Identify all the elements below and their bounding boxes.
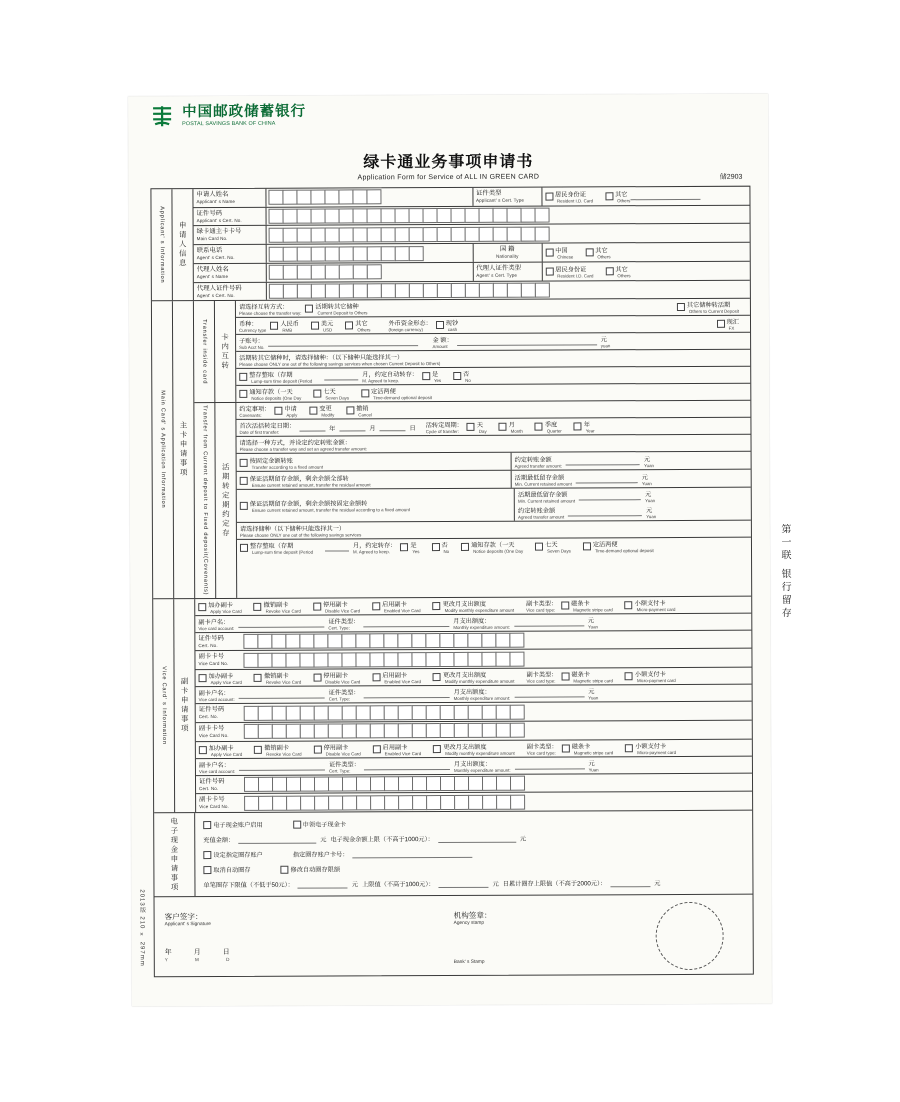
checkbox-box-icon[interactable] xyxy=(239,390,247,398)
vice-card-block-3 xyxy=(196,739,752,812)
ecash-row-2: 充值金额： 元 电子现金余额上限（不高于1000元）： 元 xyxy=(203,835,527,845)
checkbox-revoke-vice-card-2[interactable]: 撤销副卡 Revoke Vice Card xyxy=(254,671,301,685)
currency-row: 币种： Currency type 人民币 RMB 美元 USD 其它 Others 外币资金形态： (foreign currency) 现钞 cash 现汇 FX xyxy=(236,316,750,335)
checkbox-transfer-residual-fixed[interactable]: 保证活期留存金额，剩余余额按固定金额转 Ensure current retained amount, transfer the residual according to a fixed amount xyxy=(240,499,410,514)
checkbox-auto-keep-no[interactable]: 否 No xyxy=(453,369,471,383)
vice-card-holder-input-2[interactable] xyxy=(239,691,325,699)
vice-card-side-en: Vice Card' s Information xyxy=(153,599,175,812)
checkbox-box-icon[interactable] xyxy=(240,459,248,467)
scanned-form-paper xyxy=(128,94,791,1007)
vice-monthly-limit-input-2[interactable] xyxy=(514,690,584,698)
checkbox-box-icon[interactable] xyxy=(274,407,282,415)
checkbox-currency-usd[interactable]: 美元 USD xyxy=(311,319,333,333)
checkbox-lump-sum-deposit[interactable]: 整存整取（存期 Lump-sum time deposit (Period xyxy=(239,370,312,384)
recharge-amount-input[interactable] xyxy=(238,835,316,843)
form-spec-note: 2013版 210 × 297mm xyxy=(138,888,145,967)
section-applicant xyxy=(151,187,749,302)
applicant-cert-type-label xyxy=(473,188,542,206)
form-title-block xyxy=(128,148,768,183)
checkbox-box-icon[interactable] xyxy=(585,248,593,256)
sub-account-row: 子账号： Sub Acct No. 金 额： Amount 元 yuan xyxy=(236,333,750,352)
checkbox-box-icon[interactable] xyxy=(561,673,569,681)
vice-card-no-row-1: 副卡卡号 Vice Card No. xyxy=(195,649,751,669)
applicant-side-cn: 申请人信息 xyxy=(178,221,188,269)
checkbox-cancel-auto-load[interactable]: 取消自动圈存 xyxy=(203,865,250,874)
agency-stamp-label-en: Agency stamp xyxy=(453,920,485,927)
checkbox-notice-deposit-seven-days-2[interactable]: 七天 Seven Days xyxy=(535,540,571,554)
checkbox-box-icon[interactable] xyxy=(314,745,322,753)
checkbox-box-icon[interactable] xyxy=(717,320,725,328)
agency-stamp-label-cn: 机构签章： xyxy=(453,910,492,921)
applicant-cert-type-label-en: Applicant' s Cert. Type xyxy=(475,197,525,203)
checkbox-fx[interactable]: 现汇 FX xyxy=(717,317,739,331)
checkbox-modify-monthly-3[interactable]: 更改月支出额度 Modify monthly expenditure amount xyxy=(433,741,515,755)
checkbox-box-icon[interactable] xyxy=(574,423,582,431)
checkbox-box-icon[interactable] xyxy=(305,305,313,313)
main-card-side-en: Main Card' s Application Information xyxy=(152,302,174,598)
checkbox-box-icon[interactable] xyxy=(436,321,444,329)
agent-cert-type-label: 代理人证件类型 Agent' s Cert. Type xyxy=(473,263,542,281)
checkbox-box-icon[interactable] xyxy=(535,543,543,551)
checkbox-disable-vice-card-3[interactable]: 停用副卡 Disable Vice Card xyxy=(314,742,361,756)
checkbox-box-icon[interactable] xyxy=(254,745,262,753)
checkbox-box-icon[interactable] xyxy=(240,502,248,510)
contact-phone-row xyxy=(194,243,750,264)
checkbox-box-icon[interactable] xyxy=(400,544,408,552)
section-applicant-sidelabel-cn xyxy=(172,189,193,300)
applicant-cert-no-label: 证件号码 Applicant' s Cert. No. xyxy=(194,208,267,226)
vice-card-no-row-2: 副卡卡号 Vice Card No. xyxy=(196,721,752,741)
checkbox-box-icon[interactable] xyxy=(373,745,381,753)
checkbox-covenant-modify[interactable]: 变更 Modify xyxy=(309,404,334,418)
checkbox-box-icon[interactable] xyxy=(433,745,441,753)
checkbox-magnetic-stripe-3[interactable]: 磁条卡 Magnetic stripe card xyxy=(562,741,614,755)
applicant-cert-type-options xyxy=(542,187,750,206)
checkbox-modify-monthly-2[interactable]: 更改月支出额度 Modify monthly expenditure amount xyxy=(433,670,515,684)
checkbox-apply-vice-card-3[interactable]: 加办副卡 Apply Vice Card xyxy=(199,743,242,757)
transfer-month-input[interactable] xyxy=(339,424,365,432)
transfer-inside-side-en: Transfer inside card xyxy=(194,301,215,402)
checkbox-currency-rmb[interactable]: 人民币 RMB xyxy=(270,319,299,333)
vice-card-no-row-3: 副卡卡号 Vice Card No. xyxy=(196,792,752,812)
vice-actions-row-3: 加办副卡 Apply Vice Card 撤销副卡 Revoke Vice Card 停用副卡 Disable Vice Card 启用副卡 Enabled Vice Card 更改月支出额度 Modify monthly expenditure amount 副卡类型： Vice card type: 磁条卡 Magnetic stripe card 小额支付卡 Micro-payment card xyxy=(196,739,752,758)
lump-sum-row: 整存整取（存期 Lump-sum time deposit (Period 月，约定自动转存： M. Agreed to keep. 是 Yes 否 No xyxy=(236,367,750,386)
checkbox-box-icon[interactable] xyxy=(239,373,247,381)
checkbox-box-icon[interactable] xyxy=(203,851,211,859)
checkbox-ecash-card-apply[interactable]: 申领电子现金卡 xyxy=(293,820,346,829)
section-applicant-sidelabel xyxy=(151,189,172,300)
vice-cert-no-row-1: 证件号码 Cert. No. xyxy=(195,630,751,651)
vice-cert-type-input-1[interactable] xyxy=(363,619,449,627)
checkbox-auto-keep-yes[interactable]: 是 Yes xyxy=(422,369,441,383)
checkbox-box-icon[interactable] xyxy=(345,322,353,330)
vice-card-no-input-2[interactable] xyxy=(242,721,752,741)
checkbox-disable-vice-card-2[interactable]: 停用副卡 Disable Vice Card xyxy=(313,671,360,685)
transfer-way-row: 请选择互转方式： Please choose the transfer way: 活期转其它储种 Current Deposit to Others 其它储种转活期 Others to Current Deposit xyxy=(236,299,750,318)
checkbox-micro-payment-2[interactable]: 小额支付卡 Micro-payment card xyxy=(625,669,676,683)
ecash-balance-limit-input[interactable] xyxy=(438,834,516,842)
agent-name-label: 代理人姓名 Agent' s Name xyxy=(194,264,267,282)
applicant-name-label xyxy=(193,189,266,207)
vice-card-holder-row-1: 副卡户名： Vice card account: 证件类型： Cert. Type: 月支出额度： Monthly expenditure amount: 元 Yuan xyxy=(195,613,751,632)
main-card-no-input[interactable] xyxy=(267,224,750,244)
ecash-row-5: 单笔圈存下限值（不低于50元）： 元 上限值（不高于1000元）： 元 日累计圈存上限值（不高于2000元）： 元 xyxy=(203,880,661,890)
transfer-year-input[interactable] xyxy=(299,424,325,432)
applicant-signature-label-cn: 客户签字： xyxy=(164,912,203,922)
transfer-mode-option-3: 保证活期留存金额，剩余余额按固定金额转 Ensure current retained amount, transfer the residual according to a fixed amount 活期最低留存金额 Min. Current retained amount 元 Yuan 约定转账金额 Agreed transfer amount 元 Yuan xyxy=(237,488,751,523)
agent-cert-no-input[interactable] xyxy=(267,280,750,300)
checkbox-box-icon[interactable] xyxy=(453,372,461,380)
vice-card-block-1 xyxy=(195,596,751,670)
ecash-side-cn: 电子现金申请事项 xyxy=(154,813,195,896)
transfer-inside-card-block xyxy=(194,299,750,403)
notice-deposit-row xyxy=(236,384,750,402)
transfer-inside-side-cn: 卡内互转 xyxy=(215,301,236,402)
checkbox-box-icon[interactable] xyxy=(309,407,317,415)
checkbox-enable-vice-card-1[interactable]: 启用副卡 Enabled Vice Card xyxy=(372,599,421,613)
form-title-cn: 绿卡通业务事项申请书 xyxy=(363,153,534,172)
checkbox-box-icon[interactable] xyxy=(605,267,613,275)
nationality-label: 国 籍 Nationality xyxy=(473,244,542,262)
checkbox-cycle-year[interactable]: 年 Year xyxy=(574,420,595,434)
checkbox-box-icon[interactable] xyxy=(625,601,633,609)
checkbox-box-icon[interactable] xyxy=(361,390,369,398)
checkbox-box-icon[interactable] xyxy=(467,423,475,431)
agreed-transfer-amount-input-2[interactable] xyxy=(568,509,642,517)
checkbox-ecash-account-enable[interactable]: 电子现金账户启用 xyxy=(203,820,263,829)
applicant-signature-field[interactable] xyxy=(165,910,454,966)
transfer-day-input[interactable] xyxy=(380,424,406,432)
vice-card-no-input-3[interactable] xyxy=(242,792,752,812)
vice-monthly-limit-input-1[interactable] xyxy=(514,618,584,626)
vice-card-no-input-1[interactable] xyxy=(241,649,751,669)
checkbox-box-icon[interactable] xyxy=(583,543,591,551)
main-card-no-row xyxy=(194,224,750,245)
checkbox-box-icon[interactable] xyxy=(198,603,206,611)
stamp-placeholder-circle xyxy=(656,902,724,970)
checkbox-box-icon[interactable] xyxy=(254,674,262,682)
checkbox-notice-deposit-one-day-2[interactable]: 通知存款（一天 Notice deposits (One Day xyxy=(461,540,523,554)
checkbox-covenant-apply[interactable]: 申请 Apply xyxy=(274,404,297,418)
fixed-transfer-block xyxy=(194,401,751,598)
main-card-body xyxy=(194,299,751,598)
agent-cert-no-label: 代理人证件号码 Agent' s Cert. No. xyxy=(194,282,267,300)
checkbox-micro-payment-3[interactable]: 小额支付卡 Micro-payment card xyxy=(625,741,676,755)
vice-cert-no-row-3: 证件号码 Cert. No. xyxy=(196,773,752,794)
checkbox-box-icon[interactable] xyxy=(625,744,633,752)
checkbox-box-icon[interactable] xyxy=(545,192,553,200)
form-code: 储2903 xyxy=(719,173,743,181)
checkbox-box-icon[interactable] xyxy=(311,322,319,330)
checkbox-lump-sum-deposit-2[interactable]: 整存整取（存期 Lump-sum time deposit (Period xyxy=(240,541,313,555)
vice-cert-type-input-2[interactable] xyxy=(364,690,450,698)
checkbox-current-to-others[interactable]: 活期转其它储种 Current Deposit to Others xyxy=(305,302,367,316)
checkbox-others-agent[interactable]: 其它 Others xyxy=(605,264,630,278)
ecash-body xyxy=(195,811,752,896)
applicant-rows xyxy=(193,187,749,301)
vice-cert-no-row-2: 证件号码 Cert. No. xyxy=(196,702,752,723)
vice-cert-no-input-3[interactable] xyxy=(242,773,752,793)
checkbox-magnetic-stripe-2[interactable]: 磁条卡 Magnetic stripe card xyxy=(561,669,613,683)
checkbox-cycle-day[interactable]: 天 Day xyxy=(467,420,487,434)
section-vice-card xyxy=(153,596,752,813)
applicant-name-label-cn: 申请人姓名 xyxy=(196,190,229,199)
ecash-row-3: 设定指定圈存账户 指定圈存账户卡号： xyxy=(201,845,746,862)
checkbox-notice-deposit-seven-days[interactable]: 七天 Seven Days xyxy=(313,387,349,401)
single-load-lower-limit-input[interactable] xyxy=(298,880,348,888)
checkbox-box-icon[interactable] xyxy=(422,372,430,380)
checkbox-time-demand-optional[interactable]: 定活两便 Time-demand optional deposit xyxy=(361,386,432,400)
checkbox-box-icon[interactable] xyxy=(313,602,321,610)
applicant-cert-type-label-cn: 证件类型 xyxy=(475,189,502,197)
checkbox-cycle-quarter[interactable]: 季度 Quarter xyxy=(535,420,562,434)
applicant-signature-label-en: Applicant' s Signature xyxy=(164,922,211,928)
checkbox-cash[interactable]: 现钞 cash xyxy=(436,318,458,332)
transfer-mode-option-1: 按固定金额转账 Transfer according to a fixed amount 约定转账金额 Agreed transfer amount: 元 Yuan xyxy=(237,452,751,472)
checkbox-box-icon[interactable] xyxy=(499,423,507,431)
savings-choice-prompt: 请选择储种（以下储种只能选择其一） Please choose ONLY one out of the following savings services xyxy=(237,521,751,540)
form-grid xyxy=(150,186,753,978)
checkbox-box-icon[interactable] xyxy=(545,249,553,257)
first-transfer-date-row: 首次活括转定日期： Date of first transfer: 年 月 日 活转定周期： Cycle of transfer: 天 Day 月 Month 季度 Quarter 年 Year xyxy=(236,418,750,437)
vice-cert-no-input-1[interactable] xyxy=(241,630,751,650)
checkbox-nationality-chinese[interactable]: 中国 Chinese xyxy=(545,246,573,260)
agent-cert-no-row xyxy=(194,280,750,300)
form-title-en: Application Form for Service of ALL IN GREEN CARD xyxy=(357,173,540,182)
signature-date-cn: 年 月 日 xyxy=(164,949,240,957)
checkbox-box-icon[interactable] xyxy=(677,303,685,311)
transfer-mode-prompt: 请选择一种方式，并设定约定转账金额： Please choose a transfer way and set an agreed transfer amount: xyxy=(237,435,751,454)
agent-name-row xyxy=(194,262,750,283)
checkbox-set-designated-account[interactable]: 设定指定圈存账户 xyxy=(203,850,263,859)
checkbox-resident-id-applicant[interactable]: 居民身份证 Resident I.D. Card xyxy=(545,189,593,203)
amount-input[interactable] xyxy=(457,338,597,347)
vice-card-holder-input-3[interactable] xyxy=(239,762,325,770)
checkbox-nationality-others[interactable]: 其它 Others xyxy=(585,245,610,259)
checkbox-box-icon[interactable] xyxy=(372,673,380,681)
period-input[interactable] xyxy=(324,373,358,381)
checkbox-keep-yes-2[interactable]: 是 Yes xyxy=(400,541,419,555)
single-load-upper-limit-input[interactable] xyxy=(439,879,489,887)
main-card-side-cn: 主卡申请事项 xyxy=(173,302,195,598)
signature-date-en: Y M D xyxy=(164,957,243,963)
applicant-side-en: Applicant' s Information xyxy=(158,206,166,284)
checkbox-covenant-cancel[interactable]: 撤销 Cancel xyxy=(346,404,372,418)
checkbox-box-icon[interactable] xyxy=(240,544,248,552)
min-current-retained-input-2[interactable] xyxy=(579,493,641,501)
checkbox-box-icon[interactable] xyxy=(372,602,380,610)
section-main-card xyxy=(152,299,751,599)
vice-cert-type-input-3[interactable] xyxy=(364,762,450,770)
postal-savings-logo-icon xyxy=(150,104,176,128)
checkbox-box-icon[interactable] xyxy=(625,672,633,680)
savings-choice-row: 整存整取（存期 Lump-sum time deposit (Period 月，约定转存： M. Agreed to keep. 是 Yes 否 No 通知存款（一天 Notice deposits (One Day 七天 Seven Days 定活两便 Time-demand optional deposit xyxy=(237,538,751,556)
sub-account-input[interactable] xyxy=(268,339,418,348)
checkbox-box-icon[interactable] xyxy=(431,543,439,551)
checkbox-others-to-current[interactable]: 其它储种转活期 Others to Current Deposit xyxy=(677,300,739,314)
checkbox-box-icon[interactable] xyxy=(461,543,469,551)
fixed-transfer-side-cn: 活期转定期约定存 xyxy=(215,403,237,597)
applicant-cert-no-row xyxy=(194,205,750,226)
checkbox-micro-payment-1[interactable]: 小额支付卡 Micro-payment card xyxy=(625,598,676,612)
vice-actions-row-2: 加办副卡 Apply Vice Card 撤销副卡 Revoke Vice Card 停用副卡 Disable Vice Card 启用副卡 Enabled Vice Card 更改月支出额度 Modify monthly expenditure amount 副卡类型： Vice card type: 磁条卡 Magnetic stripe card 小额支付卡 Micro-payment card xyxy=(196,668,752,687)
checkbox-box-icon[interactable] xyxy=(270,322,278,330)
checkbox-enable-vice-card-3[interactable]: 启用副卡 Enabled Vice Card xyxy=(373,742,422,756)
vice-card-side-cn: 副卡申请事项 xyxy=(174,599,196,812)
designated-account-card-no-input[interactable] xyxy=(352,849,472,858)
transfer-mode-option-2: 保证活期留存金额，剩余余额全部转 Ensure current retained amount, transfer the residual amount 活期最低留存金额 Min. Current retained amount 元 Yuan xyxy=(237,470,751,490)
vice-card-holder-input-1[interactable] xyxy=(238,619,324,627)
vice-card-block-2 xyxy=(196,668,752,742)
applicant-cert-no-input[interactable] xyxy=(267,205,750,225)
vice-card-holder-row-2: 副卡户名： Vice card account: 证件类型： Cert. Type: 月支出额度： Monthly expenditure amount: 元 Yuan xyxy=(196,685,752,704)
checkbox-notice-deposit-one-day[interactable]: 通知存款（一天 Notice deposits (One Day xyxy=(239,387,301,401)
nationality-options xyxy=(542,243,750,262)
copy-note: 第一联 银行留存 xyxy=(778,523,791,621)
checkbox-box-icon[interactable] xyxy=(346,407,354,415)
main-card-no-label: 绿卡通主卡卡号 Main Card No. xyxy=(194,226,267,244)
checkbox-box-icon[interactable] xyxy=(535,423,543,431)
checkbox-box-icon[interactable] xyxy=(293,820,301,828)
covenant-row: 约定事项： Covenants: 申请 Apply 变更 Modify 撤销 Cancel xyxy=(236,401,750,420)
contact-phone-label: 联系电话 Agent' s Cert. No. xyxy=(194,245,267,263)
checkbox-revoke-vice-card-3[interactable]: 撤销副卡 Revoke Vice Card xyxy=(254,742,301,756)
checkbox-box-icon[interactable] xyxy=(313,674,321,682)
bank-stamp-label-en: Bank' s Stamp xyxy=(453,959,485,966)
vice-monthly-limit-input-3[interactable] xyxy=(515,761,585,769)
vice-cert-no-input-2[interactable] xyxy=(242,702,752,722)
checkbox-resident-id-agent[interactable]: 居民身份证 Resident I.D. Card xyxy=(545,264,593,278)
checkbox-box-icon[interactable] xyxy=(254,603,262,611)
checkbox-box-icon[interactable] xyxy=(203,821,211,829)
vice-actions-row-1: 加办副卡 Apply Vice Card 撤销副卡 Revoke Vice Card 停用副卡 Disable Vice Card 启用副卡 Enabled Vice Card 更改月支出额度 Modify monthly expenditure amount 副卡类型： Vice card type: 磁条卡 Magnetic stripe card 小额支付卡 Micro-payment card xyxy=(195,596,751,615)
bank-name-cn: 中国邮政储蓄银行 xyxy=(182,103,307,120)
bank-name-en: POSTAL SAVINGS BANK OF CHINA xyxy=(182,121,276,128)
daily-load-limit-input[interactable] xyxy=(610,879,650,887)
contact-phone-input[interactable] xyxy=(267,244,474,263)
checkbox-currency-others[interactable]: 其它 Others xyxy=(345,319,370,333)
checkbox-revoke-vice-card-1[interactable]: 撤销副卡 Revoke Vice Card xyxy=(254,599,301,613)
vice-card-holder-row-3: 副卡户名： Vice card account: 证件类型： Cert. Type: 月支出额度： Monthly expenditure amount: 元 Yuan xyxy=(196,756,752,775)
checkbox-box-icon[interactable] xyxy=(545,267,553,275)
applicant-name-input[interactable] xyxy=(266,188,473,207)
min-current-retained-input[interactable] xyxy=(576,475,638,483)
fixed-transfer-side-en: Transfer from Current deposit to Fixed deposit(Covenants) xyxy=(194,403,216,597)
checkbox-box-icon[interactable] xyxy=(199,674,207,682)
applicant-name-row xyxy=(193,187,749,208)
vice-card-body xyxy=(195,596,752,812)
checkbox-time-demand-optional-2[interactable]: 定活两便 Time-demand optional deposit xyxy=(583,540,654,554)
checkbox-box-icon[interactable] xyxy=(605,192,613,200)
checkbox-box-icon[interactable] xyxy=(280,865,288,873)
checkbox-enable-vice-card-2[interactable]: 启用副卡 Enabled Vice Card xyxy=(372,670,421,684)
agent-name-input[interactable] xyxy=(267,263,474,282)
checkbox-magnetic-stripe-1[interactable]: 磁条卡 Magnetic stripe card xyxy=(561,598,613,612)
checkbox-cycle-month[interactable]: 月 Month xyxy=(499,420,523,434)
checkbox-others-applicant[interactable]: 其它 Others xyxy=(605,189,700,203)
checkbox-modify-monthly-1[interactable]: 更改月支出额度 Modify monthly expenditure amount xyxy=(433,598,515,612)
checkbox-box-icon[interactable] xyxy=(313,390,321,398)
period-input-2[interactable] xyxy=(325,544,349,552)
checkbox-box-icon[interactable] xyxy=(561,601,569,609)
checkbox-keep-no-2[interactable]: 否 No xyxy=(431,540,449,554)
checkbox-box-icon[interactable] xyxy=(433,673,441,681)
bank-logo xyxy=(150,104,306,129)
checkbox-transfer-residual-all[interactable]: 保证活期留存金额，剩余余额全部转 Ensure current retained amount, transfer the residual amount xyxy=(240,473,371,488)
section-ecash xyxy=(154,811,752,898)
checkbox-box-icon[interactable] xyxy=(433,602,441,610)
agreed-transfer-amount-input[interactable] xyxy=(566,457,640,465)
checkbox-box-icon[interactable] xyxy=(240,477,248,485)
choose-savings-prompt: 活期转其它储种时，请选择储种：（以下储种只能选择其一） Please choose ONLY one out of the following savings services when chosen Current Deposit to Others) xyxy=(236,350,750,369)
checkbox-transfer-fixed-amount[interactable]: 按固定金额转账 Transfer according to a fixed amount xyxy=(240,455,323,469)
checkbox-apply-vice-card-2[interactable]: 加办副卡 Apply Vice Card xyxy=(199,671,242,685)
checkbox-modify-auto-load-limit[interactable]: 修改自动圈存限额 xyxy=(280,865,340,874)
agent-cert-type-options xyxy=(542,262,750,281)
checkbox-apply-vice-card-1[interactable]: 加办副卡 Apply Vice Card xyxy=(198,600,241,614)
applicant-name-label-en: Applicant' s Name xyxy=(196,198,236,205)
checkbox-disable-vice-card-1[interactable]: 停用副卡 Disable Vice Card xyxy=(313,599,360,613)
checkbox-box-icon[interactable] xyxy=(199,746,207,754)
checkbox-box-icon[interactable] xyxy=(562,744,570,752)
checkbox-box-icon[interactable] xyxy=(203,866,211,874)
